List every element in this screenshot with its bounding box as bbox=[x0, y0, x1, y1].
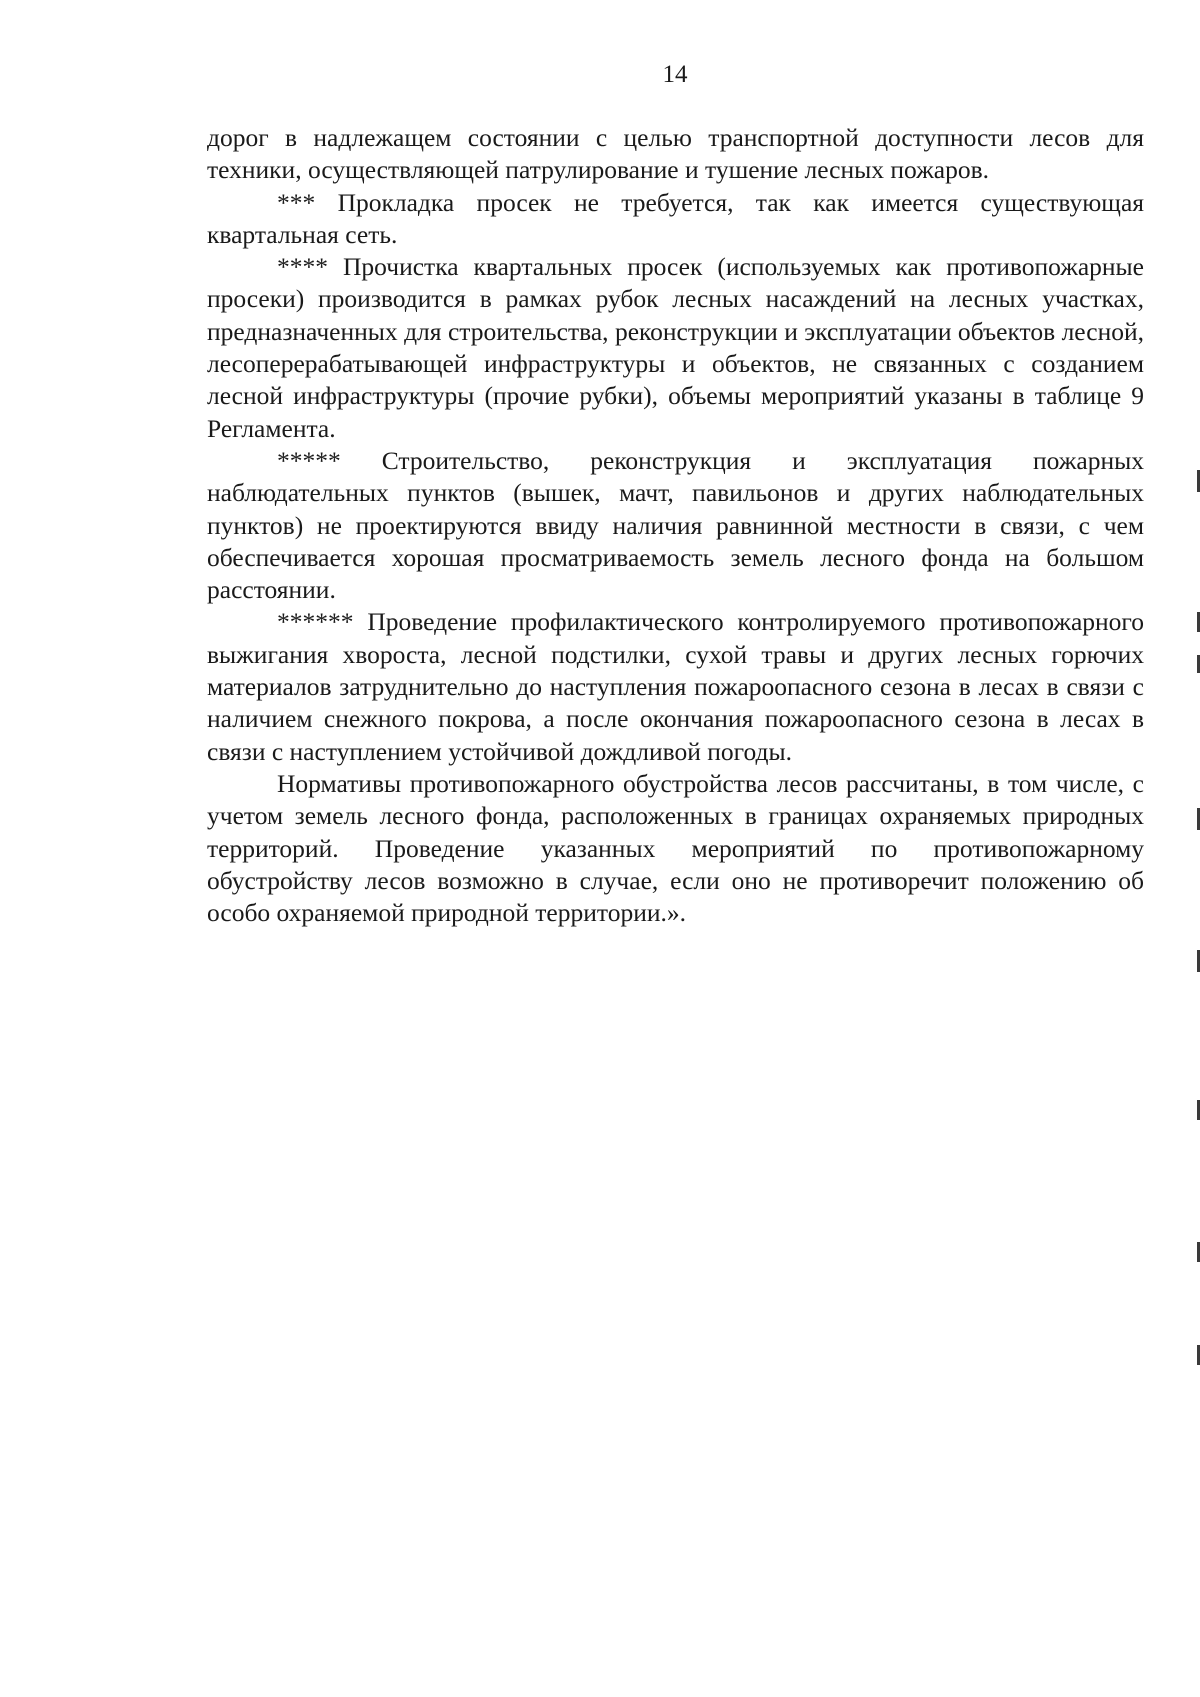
paragraph-observation-points-note: ***** Строительство, реконструкция и эксплуатация пожарных наблюдательных пунктов (вышек, мачт, павильонов и других наблюдательных пунктов) не проектируются ввиду наличия равнинной местности в связи, с чем обеспечивается хорошая просматриваемость земель лесного фонда на большом расстоянии. bbox=[207, 445, 1144, 605]
paragraph-clearing-cleaning-note: **** Прочистка квартальных просек (используемых как противопожарные просеки) производится в рамках рубок лесных насаждений на лесных участках, предназначенных для строительства, реконструкции и эксплуатации объектов лесной, лесоперерабатывающей инфраструктуры и объектов, не связанных с созданием лесной инфраструктуры (прочие рубки), объемы мероприятий указаны в таблице 9 Регламента. bbox=[207, 252, 1144, 443]
paragraph-fire-standards: Нормативы противопожарного обустройства лесов рассчитаны, в том числе, с учетом земель лесного фонда, расположенных в границах охраняемых природных территорий. Проведение указанных мероприятий по противопожарному обустройству лесов возможно в случае, если оно не противоречит положению об особо охраняемой природной территории.». bbox=[207, 768, 1144, 928]
paragraph-clearings-note: *** Прокладка просек не требуется, так как имеется существующая квартальная сеть. bbox=[207, 187, 1144, 249]
page-number: 14 bbox=[662, 61, 688, 88]
document-body bbox=[207, 122, 1144, 929]
paragraph-roads: дорог в надлежащем состоянии с целью транспортной доступности лесов для техники, осуществляющей патрулирование и тушение лесных пожаров. bbox=[207, 123, 1144, 185]
paragraph-controlled-burning-note: ****** Проведение профилактического контролируемого противопожарного выжигания хвороста, лесной подстилки, сухой травы и других лесных горючих материалов затруднительно до наступления пожароопасного сезона в лесах в связи с наличием снежного покрова, а после окончания пожароопасного сезона в лесах в связи с наступлением устойчивой дождливой погоды. bbox=[207, 607, 1144, 766]
